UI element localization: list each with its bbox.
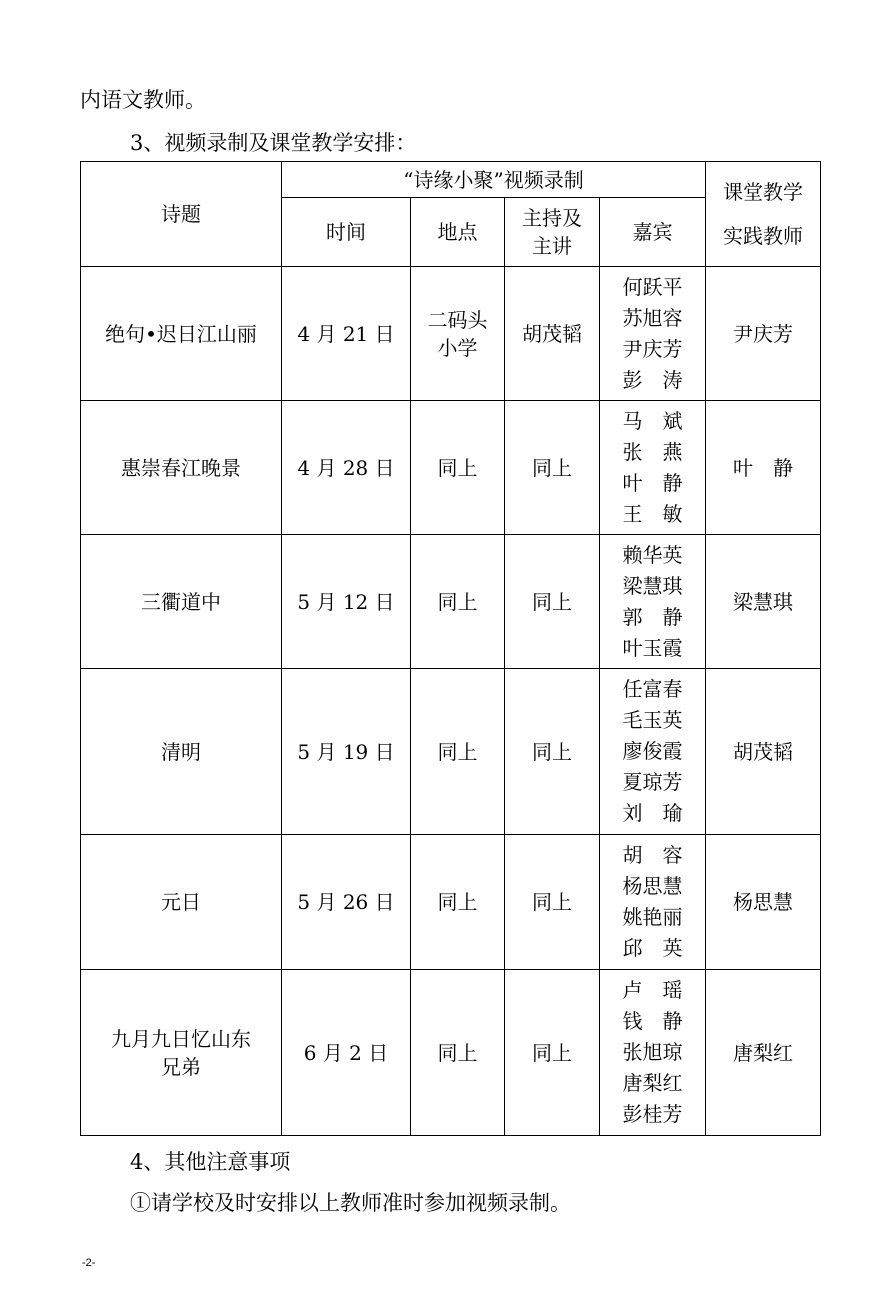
host-cell: 胡茂韬: [505, 267, 600, 401]
place-line1: 二码头: [427, 307, 488, 332]
guest-name: 尹庆芳: [622, 336, 683, 361]
guest-name: 郭 静: [622, 604, 683, 629]
poem-cell: 三衢道中: [81, 535, 282, 669]
guest-name: 叶 静: [622, 470, 683, 495]
poem-cell: 清明: [81, 669, 282, 835]
page-number: -2-: [82, 1257, 96, 1269]
guest-name: 叶玉霞: [622, 635, 683, 660]
guests-cell: [600, 535, 706, 669]
teacher-cell: 梁慧琪: [706, 535, 821, 669]
header-practice-line2: 实践教师: [723, 224, 803, 248]
place-cell: 同上: [411, 535, 505, 669]
section4-heading: 4、其他注意事项: [130, 1150, 291, 1174]
header-place: 地点: [411, 198, 505, 267]
guest-name: 何跃平: [622, 274, 683, 299]
guests-cell: [600, 970, 706, 1136]
guest-name: 任富春: [622, 677, 683, 701]
place-cell: 同上: [411, 401, 505, 535]
place-cell: 同上: [411, 970, 505, 1136]
guest-name: 刘 瑜: [622, 801, 683, 825]
poem-line1: 九月九日忆山东: [111, 1026, 251, 1051]
teacher-cell: 叶 静: [706, 401, 821, 535]
header-host-line2: 主讲: [532, 234, 572, 258]
host-cell: 同上: [505, 669, 600, 835]
date-cell: 5 月 26 日: [282, 835, 411, 970]
teacher-cell: 胡茂韬: [706, 669, 821, 835]
guest-name: 夏琼芳: [622, 770, 683, 794]
table-row: [81, 669, 821, 835]
date-cell: 4 月 28 日: [282, 401, 411, 535]
guest-name: 杨思慧: [622, 874, 683, 898]
guest-name: 毛玉英: [622, 708, 683, 732]
host-cell: 同上: [505, 401, 600, 535]
poem-cell: [81, 970, 282, 1136]
poem-cell: 元日: [81, 835, 282, 970]
header-host: [505, 198, 600, 267]
guest-name: 张旭琼: [622, 1040, 683, 1064]
header-guests: 嘉宾: [600, 198, 706, 267]
teacher-cell: 杨思慧: [706, 835, 821, 970]
guest-name: 卢 瑶: [622, 978, 683, 1002]
table-row: [81, 970, 821, 1136]
date-cell: 4 月 21 日: [282, 267, 411, 401]
header-host-line1: 主持及: [522, 206, 582, 230]
guest-name: 马 斌: [622, 408, 683, 433]
guest-name: 廖俊霞: [622, 739, 683, 763]
guests-cell: [600, 401, 706, 535]
guests-cell: [600, 669, 706, 835]
host-cell: 同上: [505, 835, 600, 970]
guest-name: 王 敏: [622, 501, 683, 526]
table-row: [81, 401, 821, 535]
guest-name: 姚艳丽: [622, 905, 683, 929]
poem-cell: 绝句•迟日江山丽: [81, 267, 282, 401]
guests-cell: [600, 835, 706, 970]
section3-heading: 3、视频录制及课堂教学安排：: [130, 131, 417, 155]
note-item-1: ①请学校及时安排以上教师准时参加视频录制。: [130, 1191, 571, 1215]
guests-cell: [600, 267, 706, 401]
guest-name: 钱 静: [622, 1009, 683, 1033]
header-row-1: [81, 162, 821, 198]
guest-name: 彭 涛: [622, 367, 683, 392]
guest-name: 赖华英: [622, 542, 683, 567]
guest-name: 梁慧琪: [622, 573, 683, 598]
date-cell: 5 月 12 日: [282, 535, 411, 669]
intro-line: 内语文教师。: [80, 88, 206, 112]
place-cell: 同上: [411, 835, 505, 970]
place-line2: 小学: [437, 335, 478, 360]
guest-name: 张 燕: [622, 439, 683, 464]
guest-name: 邱 英: [622, 936, 683, 960]
header-time: 时间: [282, 198, 411, 267]
teacher-cell: 尹庆芳: [706, 267, 821, 401]
poem-line2: 兄弟: [161, 1054, 201, 1079]
schedule-table: [80, 161, 821, 1136]
header-poem: 诗题: [81, 162, 282, 267]
place-cell: [411, 267, 505, 401]
host-cell: 同上: [505, 970, 600, 1136]
date-cell: 6 月 2 日: [282, 970, 411, 1136]
header-practice-line1: 课堂教学: [723, 180, 803, 204]
guest-name: 苏旭容: [622, 305, 683, 330]
date-cell: 5 月 19 日: [282, 669, 411, 835]
guest-name: 唐梨红: [622, 1071, 683, 1095]
teacher-cell: 唐梨红: [706, 970, 821, 1136]
header-practice-teacher: [706, 162, 821, 267]
table-row: [81, 835, 821, 970]
table-row: [81, 535, 821, 669]
place-cell: 同上: [411, 669, 505, 835]
guest-name: 彭桂芳: [622, 1102, 683, 1126]
host-cell: 同上: [505, 535, 600, 669]
guest-name: 胡 容: [622, 843, 683, 867]
poem-cell: 惠崇春江晚景: [81, 401, 282, 535]
table-row: [81, 267, 821, 401]
header-video-group: “诗缘小聚”视频录制: [282, 162, 706, 198]
